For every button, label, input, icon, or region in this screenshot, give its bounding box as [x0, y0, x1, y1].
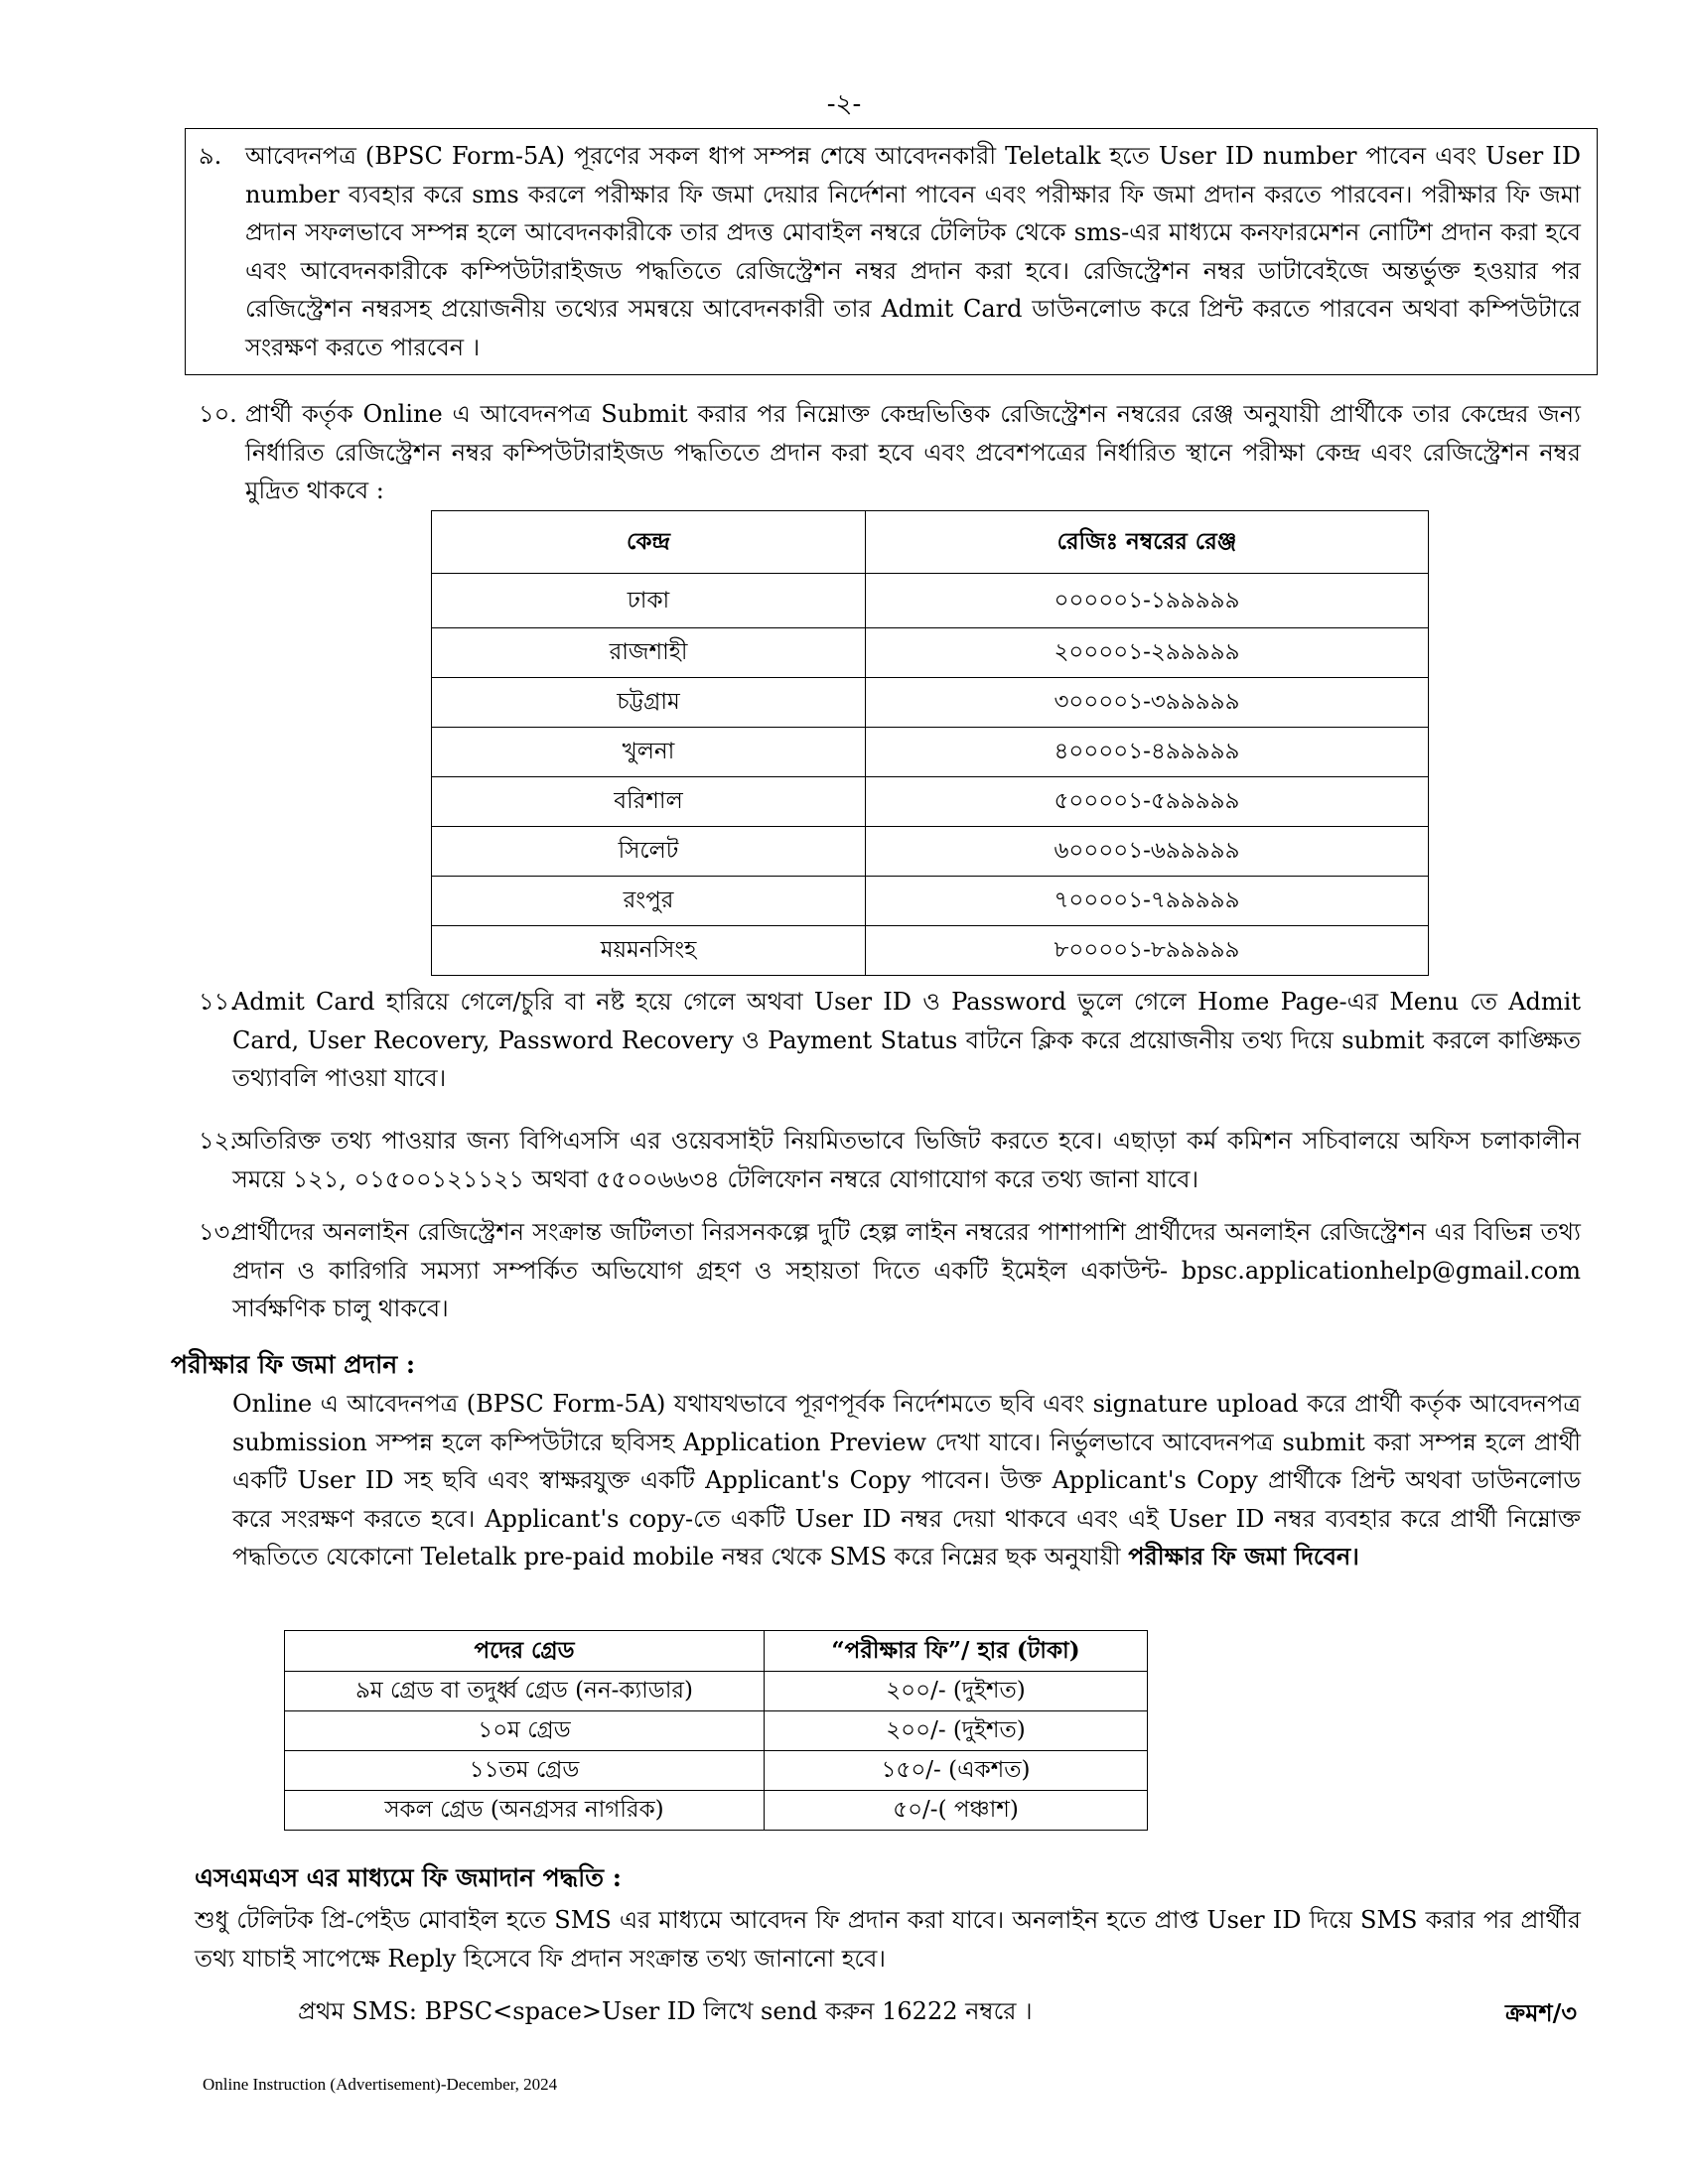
item-number: ১০. [199, 400, 237, 428]
table-row [432, 574, 1429, 628]
table-row [432, 877, 1429, 926]
table-cell: সকল গ্রেড (অনগ্রসর নাগরিক) [285, 1791, 765, 1831]
sms-section-text: শুধু টেলিটক প্রি-পেইড মোবাইল হতে SMS এর মাধ্যমে আবেদন ফি প্রদান করা যাবে। অনলাইন হতে প্রাপ্ত User ID দিয়ে SMS করার পর প্রার্থীর তথ্য যাচাই সাপেক্ষে Reply হিসেবে ফি প্রদান সংক্রান্ত তথ্য জানানো হবে। [195, 1906, 1581, 1973]
table-cell: ২০০/- (দুইশত) [765, 1711, 1148, 1751]
center-range-table [431, 510, 1429, 976]
sms-section-heading: এসএমএস এর মাধ্যমে ফি জমাদান পদ্ধতি : [195, 1863, 622, 1892]
fee-rate-table [284, 1630, 1148, 1831]
continued-marker: ক্রমশ/৩ [1505, 1998, 1577, 2027]
table-row [285, 1672, 1148, 1711]
table-cell: ১১তম গ্রেড [285, 1751, 765, 1791]
table-cell: ১০ম গ্রেড [285, 1711, 765, 1751]
table-row [432, 678, 1429, 728]
fee-text-bold: পরীক্ষার ফি জমা দিবেন। [1128, 1542, 1359, 1570]
item-text: আবেদনপত্র (BPSC Form-5A) পূরণের সকল ধাপ সম্পন্ন শেষে আবেদনকারী Teletalk হতে User ID number পাবেন এবং User ID number ব্যবহার করে sms করলে পরীক্ষার ফি জমা দেয়ার নির্দেশনা পাবেন এবং পরীক্ষার ফি জমা প্রদান করতে পারবেন। পরীক্ষার ফি জমা প্রদান সফলভাবে সম্পন্ন হলে আবেদনকারীকে তার প্রদত্ত মোবাইল নম্বরে টেলিটক থেকে sms-এর মাধ্যমে কনফারমেশন নোটিশ প্রদান করা হবে এবং আবেদনকারীকে কম্পিউটারাইজড পদ্ধতিতে রেজিস্ট্রেশন নম্বর প্রদান করা হবে। রেজিস্ট্রেশন নম্বর ডাটাবেইজে অন্তর্ভুক্ত হওয়ার পর রেজিস্ট্রেশন নম্বরসহ প্রয়োজনীয় তথ্যের সমন্বয়ে আবেদনকারী তার Admit Card ডাউনলোড করে প্রিন্ট করতে পারবেন অথবা কম্পিউটারে সংরক্ষণ করতে পারবেন । [245, 142, 1581, 361]
table-header: “পরীক্ষার ফি”/ হার (টাকা) [765, 1631, 1148, 1672]
item-number: ১১. [199, 988, 237, 1016]
table-row [432, 628, 1429, 678]
fee-section-heading: পরীক্ষার ফি জমা প্রদান : [171, 1350, 416, 1379]
footer-text: Online Instruction (Advertisement)-December, 2024 [203, 2075, 558, 2094]
table-cell: ৭০০০০১-৭৯৯৯৯৯ [866, 877, 1429, 926]
item-text: প্রার্থী কর্তৃক Online এ আবেদনপত্র Submit করার পর নিম্নোক্ত কেন্দ্রভিত্তিক রেজিস্ট্রেশন নম্বরের রেঞ্জ অনুযায়ী প্রার্থীকে তার কেন্দ্রের জন্য নির্ধারিত রেজিস্ট্রেশন নম্বর কম্পিউটারাইজড পদ্ধতিতে প্রদান করা হবে এবং প্রবেশপত্রের নির্ধারিত স্থানে পরীক্ষা কেন্দ্র এবং রেজিস্ট্রেশন নম্বর মুদ্রিত থাকবে : [245, 400, 1581, 504]
table-cell: ৬০০০০১-৬৯৯৯৯৯ [866, 827, 1429, 877]
table-header: পদের গ্রেড [285, 1631, 765, 1672]
table-cell: ৪০০০০১-৪৯৯৯৯৯ [866, 728, 1429, 777]
table-row [432, 728, 1429, 777]
table-cell: রাজশাহী [432, 628, 866, 678]
table-row [285, 1791, 1148, 1831]
table-cell: ২০০/- (দুইশত) [765, 1672, 1148, 1711]
table-row [432, 926, 1429, 976]
table-cell: ময়মনসিংহ [432, 926, 866, 976]
page-number: -২- [826, 89, 862, 119]
table-cell: ৮০০০০১-৮৯৯৯৯৯ [866, 926, 1429, 976]
table-cell: ৯ম গ্রেড বা তদুর্ধ্ব গ্রেড (নন-ক্যাডার) [285, 1672, 765, 1711]
table-cell: ০০০০০১-১৯৯৯৯৯ [866, 574, 1429, 628]
item-text: প্রার্থীদের অনলাইন রেজিস্ট্রেশন সংক্রান্ত জটিলতা নিরসনকল্পে দুটি হেল্প লাইন নম্বরের পাশাপাশি প্রার্থীদের অনলাইন রেজিস্ট্রেশন এর বিভিন্ন তথ্য প্রদান ও কারিগরি সমস্যা সম্পর্কিত অভিযোগ গ্রহণ ও সহায়তা দিতে একটি ইমেইল একাউন্ট- bpsc.applicationhelp@gmail.com সার্বক্ষণিক চালু থাকবে। [232, 1218, 1581, 1322]
item-number: ১২. [199, 1127, 237, 1155]
table-row [432, 827, 1429, 877]
table-header: কেন্দ্র [432, 511, 866, 574]
table-cell: রংপুর [432, 877, 866, 926]
table-row [285, 1751, 1148, 1791]
table-cell: খুলনা [432, 728, 866, 777]
table-row [285, 1711, 1148, 1751]
table-row [432, 777, 1429, 827]
item-text: Admit Card হারিয়ে গেলে/চুরি বা নষ্ট হয়ে গেলে অথবা User ID ও Password ভুলে গেলে Home Page-এর Menu তে Admit Card, User Recovery, Password Recovery ও Payment Status বাটনে ক্লিক করে প্রয়োজনীয় তথ্য দিয়ে submit করলে কাঙ্ক্ষিত তথ্যাবলি পাওয়া যাবে। [232, 988, 1581, 1092]
table-cell: ১৫০/- (একশত) [765, 1751, 1148, 1791]
table-cell: ২০০০০১-২৯৯৯৯৯ [866, 628, 1429, 678]
table-header: রেজিঃ নম্বরের রেঞ্জ [866, 511, 1429, 574]
first-sms-instruction: প্রথম SMS: BPSC<space>User ID লিখে send করুন 16222 নম্বরে । [298, 1997, 1033, 2025]
table-cell: সিলেট [432, 827, 866, 877]
item-number: ৯. [199, 142, 222, 170]
table-cell: ৫০০০০১-৫৯৯৯৯৯ [866, 777, 1429, 827]
item-number: ১৩. [199, 1218, 237, 1246]
fee-text: Online এ আবেদনপত্র (BPSC Form-5A) যথাযথভাবে পূরণপূর্বক নির্দেশমতে ছবি এবং signature upload করে প্রার্থী কর্তৃক আবেদনপত্র submission সম্পন্ন হলে কম্পিউটারে ছবিসহ Application Preview দেখা যাবে। নির্ভুলভাবে আবেদনপত্র submit করা সম্পন্ন হলে প্রার্থী একটি User ID সহ ছবি এবং স্বাক্ষরযুক্ত একটি Applicant's Copy পাবেন। উক্ত Applicant's Copy প্রার্থীকে প্রিন্ট অথবা ডাউনলোড করে সংরক্ষণ করতে হবে। Applicant's copy-তে একটি User ID নম্বর দেয়া থাকবে এবং এই User ID নম্বর ব্যবহার করে প্রার্থী নিম্নোক্ত পদ্ধতিতে যেকোনো Teletalk pre-paid mobile নম্বর থেকে SMS করে নিম্নের ছক অনুযায়ী [232, 1390, 1581, 1570]
table-cell: ৫০/-( পঞ্চাশ) [765, 1791, 1148, 1831]
item-text: অতিরিক্ত তথ্য পাওয়ার জন্য বিপিএসসি এর ওয়েবসাইট নিয়মিতভাবে ভিজিট করতে হবে। এছাড়া কর্ম কমিশন সচিবালয়ে অফিস চলাকালীন সময়ে ১২১, ০১৫০০১২১১২১ অথবা ৫৫০০৬৬৩৪ টেলিফোন নম্বরে যোগাযোগ করে তথ্য জানা যাবে। [232, 1127, 1581, 1193]
fee-section-text [232, 1385, 1581, 1576]
table-cell: বরিশাল [432, 777, 866, 827]
table-cell: ৩০০০০১-৩৯৯৯৯৯ [866, 678, 1429, 728]
table-cell: ঢাকা [432, 574, 866, 628]
table-cell: চট্টগ্রাম [432, 678, 866, 728]
